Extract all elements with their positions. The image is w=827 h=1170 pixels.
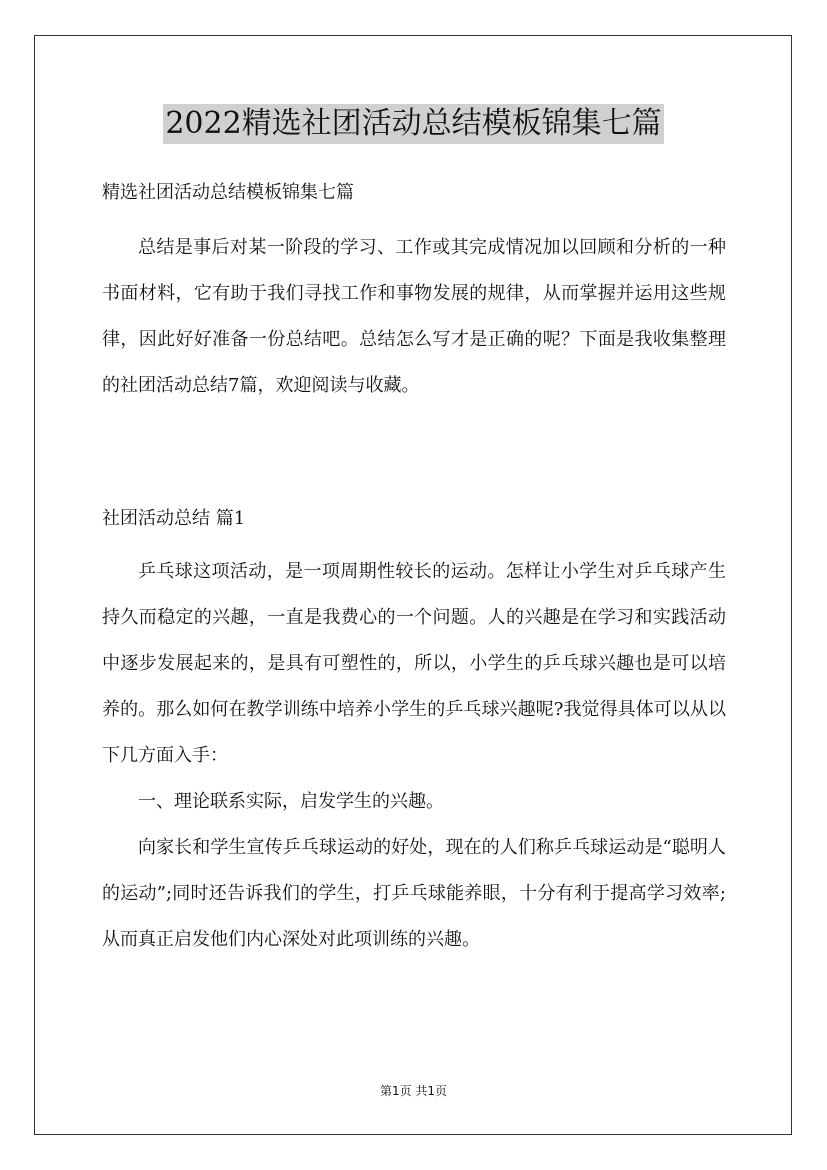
intro-paragraph: 总结是事后对某一阶段的学习、工作或其完成情况加以回顾和分析的一种书面材料，它有助于我们寻找工作和事物发展的规律，从而掌握并运用这些规律，因此好好准备一份总结吧。总结怎么写才是正确的呢？下面是我收集整理的社团活动总结7篇，欢迎阅读与收藏。 [102, 237, 726, 396]
page-footer: 第1页 共1页 [379, 1084, 448, 1098]
intro-block [102, 225, 726, 409]
document-subtitle: 精选社团活动总结模板锦集七篇 [102, 182, 354, 203]
paragraph: 乒乓球这项活动，是一项周期性较长的运动。怎样让小学生对乒乓球产生持久而稳定的兴趣，一直是我费心的一个问题。人的兴趣是在学习和实践活动中逐步发展起来的，是具有可塑性的，所以，小学生的乒乓球兴趣也是可以培养的。那么如何在教学训练中培养小学生的乒乓球兴趣呢?我觉得具体可以从以下几方面入手： [102, 561, 726, 766]
paragraph: 向家长和学生宣传乒乓球运动的好处，现在的人们称乒乓球运动是“聪明人的运动”;同时还告诉我们的学生，打乒乓球能养眼，十分有利于提高学习效率;从而真正启发他们内心深处对此项训练的兴趣。 [102, 837, 726, 950]
section-heading: 社团活动总结 篇1 [102, 508, 246, 529]
title-wrap [0, 104, 827, 144]
section-body [102, 549, 726, 963]
document-title: 2022精选社团活动总结模板锦集七篇 [163, 104, 663, 144]
paragraph: 一、理论联系实际，启发学生的兴趣。 [138, 791, 444, 812]
